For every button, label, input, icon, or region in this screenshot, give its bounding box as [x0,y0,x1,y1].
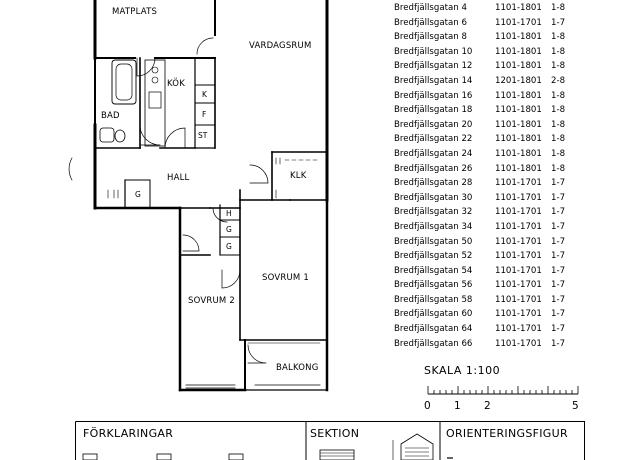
unit-row [394,132,594,147]
unit-range: 1101-1701 [495,178,542,189]
unit-street: Bredfjällsgatan 26 [394,163,473,174]
unit-street: Bredfjällsgatan 28 [394,178,473,189]
unit-floors: 1-8 [551,32,566,43]
unit-floors: 1-7 [551,207,566,218]
legend-title-sektion: SEKTION [310,427,360,440]
unit-floors: 1-7 [551,294,566,305]
unit-street: Bredfjällsgatan 8 [394,32,467,43]
unit-range: 1101-1701 [495,294,542,305]
unit-street: Bredfjällsgatan 54 [394,265,473,276]
unit-row [394,205,594,220]
unit-range: 1101-1701 [495,236,542,247]
scale-ruler [420,362,590,417]
unit-range: 1101-1801 [495,3,542,13]
unit-range: 1101-1701 [495,324,542,335]
fixture-st: ST [198,131,208,140]
fixture-g-wardrobe-1: G [226,225,232,234]
fixture-h: H [226,209,232,218]
unit-row [394,264,594,279]
unit-floors: 1-7 [551,309,566,320]
unit-floors: 1-7 [551,192,566,203]
room-label-balkong: BALKONG [276,363,319,373]
room-label-sovrum-2: SOVRUM 2 [188,296,235,306]
unit-row [394,278,594,293]
unit-range: 1201-1801 [495,75,542,86]
unit-floors: 1-8 [551,134,566,145]
unit-floors: 1-7 [551,178,566,189]
unit-street: Bredfjällsgatan 32 [394,207,473,218]
unit-range: 1101-1701 [495,221,542,232]
unit-street: Bredfjällsgatan 14 [394,75,473,86]
unit-floors: 1-8 [551,46,566,57]
unit-range: 1101-1701 [495,265,542,276]
unit-row [394,89,594,104]
unit-row [394,191,594,206]
unit-street: Bredfjällsgatan 34 [394,221,473,232]
unit-street: Bredfjällsgatan 24 [394,148,473,159]
unit-street: Bredfjällsgatan 6 [394,17,467,28]
unit-list [394,1,594,351]
unit-street: Bredfjällsgatan 64 [394,324,473,335]
unit-floors: 1-7 [551,251,566,262]
unit-row [394,162,594,177]
scale-tick-0: 0 [424,400,431,412]
unit-range: 1101-1801 [495,46,542,57]
unit-floors: 1-7 [551,17,566,28]
unit-row [394,249,594,264]
scale-title: SKALA 1:100 [424,364,501,377]
unit-floors: 1-8 [551,3,566,13]
unit-floors: 1-8 [551,163,566,174]
scale-tick-2: 2 [484,400,491,412]
unit-range: 1101-1801 [495,61,542,72]
unit-range: 1101-1801 [495,90,542,101]
unit-street: Bredfjällsgatan 60 [394,309,473,320]
unit-range: 1101-1801 [495,163,542,174]
room-label-kok: KÖK [167,79,185,89]
legend-title-orienteringsfigur: ORIENTERINGSFIGUR [446,427,568,440]
unit-range: 1101-1801 [495,32,542,43]
unit-street: Bredfjällsgatan 58 [394,294,473,305]
room-label-matplats: MATPLATS [112,7,158,17]
unit-street: Bredfjällsgatan 22 [394,134,473,145]
legend-title-forklaringar: FÖRKLARINGAR [83,427,174,440]
unit-row [394,220,594,235]
unit-row [394,307,594,322]
unit-row [394,337,594,352]
unit-range: 1101-1701 [495,309,542,320]
unit-row [394,293,594,308]
unit-row [394,1,594,16]
room-label-klk: KLK [290,171,307,181]
unit-floors: 1-7 [551,265,566,276]
unit-floors: 1-8 [551,148,566,159]
unit-street: Bredfjällsgatan 4 [394,3,467,13]
unit-floors: 1-7 [551,324,566,335]
unit-row [394,147,594,162]
unit-floors: 1-7 [551,280,566,291]
unit-floors: 1-8 [551,90,566,101]
scale-bar [420,362,590,417]
fixture-g-wardrobe-2: G [226,242,232,251]
unit-street: Bredfjällsgatan 16 [394,90,473,101]
unit-street: Bredfjällsgatan 30 [394,192,473,203]
unit-row [394,103,594,118]
unit-row [394,74,594,89]
unit-street: Bredfjällsgatan 50 [394,236,473,247]
unit-row [394,16,594,31]
unit-range: 1101-1701 [495,251,542,262]
unit-street: Bredfjällsgatan 18 [394,105,473,116]
unit-street: Bredfjällsgatan 10 [394,46,473,57]
scale-tick-5: 5 [572,400,579,412]
unit-range: 1101-1801 [495,119,542,130]
unit-floors: 1-7 [551,236,566,247]
unit-floors: 1-7 [551,221,566,232]
unit-floors: 1-7 [551,338,566,349]
unit-range: 1101-1801 [495,148,542,159]
unit-range: 1101-1701 [495,338,542,349]
unit-row [394,59,594,74]
unit-row [394,30,594,45]
unit-range: 1101-1701 [495,207,542,218]
unit-row [394,45,594,60]
room-label-hall: HALL [167,173,190,183]
unit-range: 1101-1801 [495,105,542,116]
unit-street: Bredfjällsgatan 56 [394,280,473,291]
room-label-sovrum-1: SOVRUM 1 [262,273,309,283]
unit-floors: 2-8 [551,75,566,86]
unit-floors: 1-8 [551,105,566,116]
unit-range: 1101-1701 [495,17,542,28]
unit-floors: 1-8 [551,61,566,72]
unit-street: Bredfjällsgatan 12 [394,61,473,72]
legend-strip [75,418,585,460]
unit-street: Bredfjällsgatan 52 [394,251,473,262]
fixture-g-hall: G [135,190,141,199]
scale-tick-1: 1 [454,400,461,412]
room-label-bad: BAD [101,111,120,121]
room-label-vardagsrum: VARDAGSRUM [249,41,312,51]
unit-street: Bredfjällsgatan 20 [394,119,473,130]
unit-street: Bredfjällsgatan 66 [394,338,473,349]
unit-floors: 1-8 [551,119,566,130]
unit-row [394,322,594,337]
unit-row [394,235,594,250]
unit-range: 1101-1801 [495,134,542,145]
unit-range: 1101-1701 [495,192,542,203]
fixture-k: K [202,90,207,99]
fixture-f: F [202,110,207,119]
unit-row [394,176,594,191]
unit-range: 1101-1701 [495,280,542,291]
unit-row [394,118,594,133]
